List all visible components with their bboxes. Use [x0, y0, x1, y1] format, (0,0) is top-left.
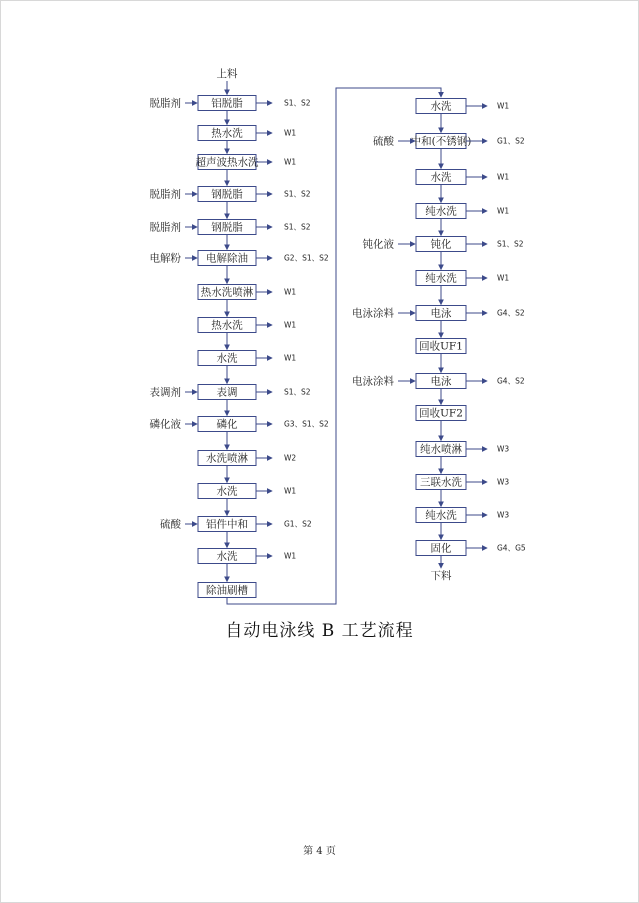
process-box-label: 水洗: [216, 352, 238, 365]
process-step: [198, 451, 296, 483]
output-emission-label: G4、S2: [497, 376, 525, 386]
process-step: [150, 251, 329, 284]
output-emission-label: W2: [284, 453, 297, 463]
process-box-label: 除油刷槽: [206, 584, 248, 597]
start-label: 上料: [216, 68, 238, 80]
process-box-label: 水洗: [430, 100, 452, 113]
input-material-label: 表调剂: [149, 386, 181, 399]
output-emission-label: G1、S2: [497, 136, 525, 146]
connector-path: [227, 88, 441, 604]
process-box-label: 钢脱脂: [211, 221, 243, 234]
process-box-label: 电解除油: [206, 252, 248, 265]
output-emission-label: G4、G5: [497, 543, 526, 553]
process-step: [150, 385, 311, 416]
process-box-label: 水洗喷淋: [206, 452, 248, 465]
process-box-label: 固化: [430, 542, 452, 555]
process-step: [352, 306, 525, 338]
process-box-label: 铝脱脂: [211, 97, 243, 110]
input-material-label: 硫酸: [373, 135, 394, 148]
process-step: [196, 155, 297, 186]
output-emission-label: S1、S2: [284, 387, 311, 397]
output-emission-label: S1、S2: [284, 98, 311, 108]
process-box-label: 回收UF1: [419, 340, 463, 353]
process-step: [198, 583, 256, 598]
output-emission-label: W1: [284, 353, 297, 363]
process-box-label: 热水洗: [211, 319, 243, 332]
process-step: [198, 285, 296, 317]
process-step: [352, 374, 525, 405]
process-step: [198, 126, 296, 154]
process-step: [416, 271, 509, 305]
process-step: [416, 170, 509, 203]
end-label: 下料: [430, 570, 452, 582]
output-emission-label: W1: [284, 551, 297, 561]
process-box-label: 水洗: [216, 550, 238, 563]
process-box-label: 纯水喷淋: [420, 443, 462, 456]
process-step: [150, 187, 311, 219]
output-emission-label: W1: [497, 172, 510, 182]
process-box-label: 电泳: [430, 307, 452, 320]
output-emission-label: W3: [497, 477, 510, 487]
process-box-label: 热水洗喷淋: [200, 286, 254, 299]
process-box-label: 三联水洗: [420, 476, 462, 489]
process-step: [416, 541, 526, 556]
process-box-label: 水洗: [430, 171, 452, 184]
process-step: [198, 484, 296, 516]
process-box-label: 回收UF2: [419, 407, 463, 420]
input-material-label: 电解粉: [149, 252, 181, 265]
left-process-column: [150, 67, 329, 598]
process-step: [416, 339, 466, 373]
process-box-label: 纯水洗: [425, 509, 457, 522]
process-box-label: 电泳: [430, 375, 452, 388]
output-emission-label: W3: [497, 444, 510, 454]
input-material-label: 磷化液: [149, 418, 181, 431]
output-emission-label: W1: [284, 157, 297, 167]
diagram-title: 自动电泳线 B 工艺流程: [225, 621, 414, 641]
process-box-label: 钝化: [430, 238, 452, 251]
input-material-label: 脱脂剂: [149, 188, 181, 201]
process-box-label: 磷化: [216, 418, 238, 431]
process-step: [198, 549, 296, 582]
input-material-label: 脱脂剂: [149, 97, 181, 110]
output-emission-label: G1、S2: [284, 519, 312, 529]
process-box-label: 中和(不锈钢): [410, 135, 472, 148]
input-material-label: 电泳涂料: [352, 375, 394, 388]
process-box-label: 钢脱脂: [211, 188, 243, 201]
output-emission-label: W1: [284, 128, 297, 138]
process-step: [198, 351, 296, 384]
process-step: [198, 318, 296, 350]
output-emission-label: W3: [497, 510, 510, 520]
process-box-label: 表调: [216, 386, 238, 399]
input-material-label: 电泳涂料: [352, 307, 394, 320]
process-step: [416, 475, 509, 507]
process-step: [416, 99, 509, 133]
output-emission-label: W1: [497, 101, 510, 111]
input-material-label: 硫酸: [160, 518, 181, 531]
output-emission-label: S1、S2: [497, 239, 524, 249]
column-connector-line: [227, 88, 441, 604]
output-emission-label: G2、S1、S2: [284, 253, 329, 263]
output-emission-label: G3、S1、S2: [284, 419, 329, 429]
output-emission-label: W1: [284, 287, 297, 297]
right-process-column: [352, 99, 526, 583]
input-material-label: 钝化液: [362, 238, 394, 251]
process-step: [150, 220, 311, 250]
process-box-label: 热水洗: [211, 127, 243, 140]
page-number: 第 4 页: [303, 846, 336, 857]
process-box-label: 纯水洗: [425, 205, 457, 218]
process-box-label: 铝件中和: [206, 518, 248, 531]
output-emission-label: G4、S2: [497, 308, 525, 318]
process-step: [373, 134, 525, 169]
output-emission-label: W1: [497, 273, 510, 283]
process-step: [150, 417, 329, 450]
process-step: [363, 237, 524, 270]
process-step: [150, 96, 311, 125]
process-step: [416, 406, 466, 441]
output-emission-label: W1: [497, 206, 510, 216]
input-material-label: 脱脂剂: [149, 221, 181, 234]
output-emission-label: W1: [284, 486, 297, 496]
process-step: [416, 442, 509, 474]
process-box-label: 纯水洗: [425, 272, 457, 285]
output-emission-label: S1、S2: [284, 189, 311, 199]
process-box-label: 超声波热水洗: [195, 156, 259, 169]
output-emission-label: W1: [284, 320, 297, 330]
process-step: [416, 508, 509, 540]
process-step: [160, 517, 312, 548]
process-step: [416, 204, 509, 236]
output-emission-label: S1、S2: [284, 222, 311, 232]
process-box-label: 水洗: [216, 485, 238, 498]
